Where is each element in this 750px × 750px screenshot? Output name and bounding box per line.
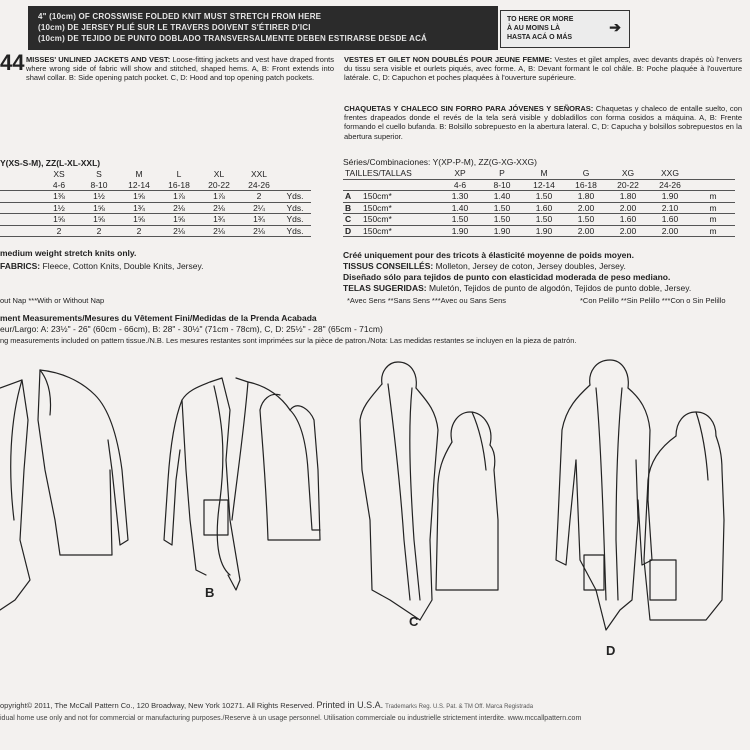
size-header: G — [565, 168, 607, 179]
table-cell: 1⅞ — [199, 191, 239, 203]
english-nap-note: out Nap ***With or Without Nap — [0, 296, 105, 305]
table-cell: Yds. — [279, 191, 311, 203]
size-header: XS — [53, 169, 65, 180]
table-cell: 1.40 — [439, 202, 481, 214]
table-cell: 2.10 — [649, 202, 691, 214]
unit: m — [691, 225, 735, 237]
size-number: 16-18 — [159, 180, 199, 191]
copyright-line: opyright© 2011, The McCall Pattern Co., 120 Broadway, New York 10271. All Rights Reserved. Printed in U.S.A. Trademarks Reg. U.S. Pat. & TM Off. Marca Registrada — [0, 700, 534, 710]
table-cell: 2⅛ — [159, 202, 199, 214]
size-number: 4-6 — [39, 180, 79, 191]
table-cell: 1¾ — [119, 202, 159, 214]
size-number: 16-18 — [565, 179, 607, 191]
table-cell: 1.90 — [481, 225, 523, 237]
table-cell: 1.50 — [481, 202, 523, 214]
pattern-number: 44 — [0, 50, 25, 75]
size-number: 4-6 — [439, 179, 481, 191]
jacket-d-drawing — [556, 360, 724, 630]
table-cell: 1⅜ — [39, 191, 79, 203]
size-header: XXG — [649, 168, 691, 179]
english-sizes-label: Y(XS-S-M), ZZ(L-XL-XXL) — [0, 158, 101, 168]
table-cell: 2 — [239, 191, 279, 203]
table-cell: 2 — [119, 225, 159, 237]
table-cell: 1.80 — [607, 191, 649, 203]
table-cell: 1.50 — [523, 191, 565, 203]
stretch-line-en: 4" (10cm) OF CROSSWISE FOLDED KNIT MUST STRETCH FROM HERE — [38, 12, 322, 21]
english-title: MISSES' UNLINED JACKETS AND VEST: — [26, 55, 171, 64]
table-cell: 2.00 — [649, 225, 691, 237]
table-cell: 1¾ — [199, 214, 239, 226]
size-header: XXL — [250, 169, 268, 180]
size-header: M — [135, 169, 143, 180]
view-letter: A — [343, 191, 361, 203]
table-cell: 1⅝ — [119, 191, 159, 203]
french-fabric-note: Créé uniquement pour des tricots à élasticité moyenne de poids moyen. — [343, 250, 634, 260]
table-cell: 1⅝ — [159, 214, 199, 226]
measurements-title: ment Measurements/Mesures du Vêtement Fini/Medidas de la Prenda Acabada — [0, 313, 317, 323]
to-here-fr: À AU MOINS LÀ — [507, 25, 561, 32]
unit: m — [691, 214, 735, 226]
fabric-width: 150cm* — [361, 225, 439, 237]
table-cell: 1.60 — [607, 214, 649, 226]
table-cell: 1.80 — [565, 191, 607, 203]
table-cell: 2¼ — [239, 202, 279, 214]
table-cell: 2.00 — [565, 202, 607, 214]
table-cell: 1.50 — [439, 214, 481, 226]
size-header: M — [523, 168, 565, 179]
jacket-a-drawing — [0, 370, 128, 610]
table-cell: 1.60 — [649, 214, 691, 226]
fabric-width: 150cm* — [361, 191, 439, 203]
size-header: XL — [213, 169, 225, 180]
size-number: 8-10 — [79, 180, 119, 191]
size-header: XP — [439, 168, 481, 179]
table-cell: Yds. — [279, 225, 311, 237]
table-cell: 1.50 — [565, 214, 607, 226]
table-cell: 2⅛ — [239, 225, 279, 237]
size-number: 8-10 — [481, 179, 523, 191]
spanish-fabrics: TELAS SUGERIDAS: Muletón, Tejidos de punto de algodón, Tejidos de punto doble, Jersey. — [343, 283, 692, 293]
to-here-es: HASTA ACÁ O MÁS — [507, 34, 573, 41]
measurements-note: ng measurements included on pattern tissue./N.B. Les mesures restantes sont imprimées sur la pièce de patron./Nota: Las medidas restantes se incluyen en la pieza de patrón. — [0, 336, 577, 345]
view-letter: D — [343, 225, 361, 237]
series-label: Séries/Combinaciones: Y(XP-P-M), ZZ(G-XG-XXG) — [343, 157, 537, 167]
size-number: 20-22 — [607, 179, 649, 191]
size-number: 20-22 — [199, 180, 239, 191]
table-cell: 1.30 — [439, 191, 481, 203]
english-fabric-note: medium weight stretch knits only. — [0, 248, 137, 258]
measurements-line: eur/Largo: A: 23½" - 26" (60cm - 66cm), B: 28" - 30½" (71cm - 78cm), C, D: 25½" - 28" (65cm - 71cm) — [0, 324, 383, 334]
table-cell: 1⅝ — [79, 214, 119, 226]
english-body: Loose-fitting jackets and vest have draped fronts where wrong side of fabric will show and stitched, shaped hems. A, B: Front extends into shawl collar. B: Side opening patch pocket. C, D: Hood and top opening patch pockets. — [26, 55, 334, 83]
table-cell: 1.90 — [649, 191, 691, 203]
table-cell: 1½ — [79, 191, 119, 203]
vest-c-drawing — [360, 362, 498, 620]
table-cell: 2.00 — [565, 225, 607, 237]
to-here-en: TO HERE OR MORE — [507, 16, 574, 23]
table-cell: Yds. — [279, 202, 311, 214]
tailles-label: TAILLES/TALLAS — [343, 168, 439, 179]
table-cell: 2.00 — [607, 202, 649, 214]
view-label-c: C — [409, 614, 419, 629]
table-cell: 1.90 — [523, 225, 565, 237]
view-label-b: B — [205, 585, 215, 600]
table-cell: 2⅛ — [159, 225, 199, 237]
table-cell: 1.40 — [481, 191, 523, 203]
table-cell: Yds. — [279, 214, 311, 226]
table-cell: 1.90 — [439, 225, 481, 237]
table-cell: 1.50 — [523, 214, 565, 226]
table-cell: 2⅛ — [199, 225, 239, 237]
jacket-b-drawing — [164, 378, 320, 590]
size-number: 24-26 — [649, 179, 691, 191]
size-number: 24-26 — [239, 180, 279, 191]
size-header: P — [481, 168, 523, 179]
table-cell: 1⅝ — [39, 214, 79, 226]
french-nap-note: *Avec Sens **Sans Sens ***Avec ou Sans Sens — [347, 296, 506, 305]
size-number: 12-14 — [119, 180, 159, 191]
spanish-title: CHAQUETAS Y CHALECO SIN FORRO PARA JÓVENES Y SEÑORAS: — [344, 104, 594, 113]
table-cell: 1.50 — [481, 214, 523, 226]
spanish-body: Chaquetas y chaleco de entalle suelto, con frentes drapeados donde el revés de la tela será visible y dobladillos con forma cosidos a máquina. A, B: Frente formando el cuello bufanda. B: Bolsillo sobrepuesto en la abertura lateral. C, D: Capucha y bolsillos sobrepuestos en la abertura superior. — [344, 104, 743, 141]
unit: m — [691, 191, 735, 203]
spanish-nap-note: *Con Pelillo **Sin Pelillo ***Con o Sin Pelillo — [580, 296, 726, 305]
french-fabrics: TISSUS CONSEILLÉS: Molleton, Jersey de coton, Jersey doubles, Jersey. — [343, 261, 626, 271]
size-number: 12-14 — [523, 179, 565, 191]
french-body: Vestes et gilet amples, avec devants drapés où l'envers du tissu sera visible et ourlets piqués, avec forme. A, B: Devant formant le col châle. B: Poche plaquée à l'ouverture latérale. C, D: Capuchon et poches plaquées à l'ouverture supérieure. — [344, 55, 743, 83]
right-arrow-icon: ➔ — [609, 19, 621, 35]
table-cell: 1.60 — [523, 202, 565, 214]
fabric-width: 150cm* — [361, 202, 439, 214]
table-cell: 1⅝ — [79, 202, 119, 214]
spanish-fabric-note: Diseñado sólo para tejidos de punto con elasticidad moderada de peso mediano. — [343, 272, 671, 282]
size-header: S — [96, 169, 102, 180]
view-letter: C — [343, 214, 361, 226]
size-header: XG — [607, 168, 649, 179]
table-cell: 2 — [39, 225, 79, 237]
french-title: VESTES ET GILET NON DOUBLÉS POUR JEUNE FEMME: — [344, 55, 553, 64]
english-fabrics: FABRICS: Fleece, Cotton Knits, Double Knits, Jersey. — [0, 261, 204, 271]
view-label-d: D — [606, 643, 616, 658]
table-cell: 2⅛ — [199, 202, 239, 214]
fabric-width: 150cm* — [361, 214, 439, 226]
table-cell: 1½ — [39, 202, 79, 214]
table-cell: 2 — [79, 225, 119, 237]
unit: m — [691, 202, 735, 214]
table-cell: 1¾ — [239, 214, 279, 226]
stretch-line-es: (10cm) DE TEJIDO DE PUNTO DOBLADO TRANSVERSALMENTE DEBEN ESTIRARSE DESDE ACÁ — [38, 34, 428, 43]
table-cell: 1⅝ — [119, 214, 159, 226]
usage-line: idual home use only and not for commercial or manufacturing purposes./Reserve à un usage personnel. Utilisation commerciale ou industrielle strictement interdite. www.mccallpattern.com — [0, 715, 582, 722]
view-letter: B — [343, 202, 361, 214]
stretch-line-fr: (10cm) DE JERSEY PLIÉ SUR LE TRAVERS DOIVENT S'ÉTIRER D'ICI — [38, 23, 311, 32]
table-cell: 1⅞ — [159, 191, 199, 203]
size-header: L — [176, 169, 182, 180]
table-cell: 2.00 — [607, 225, 649, 237]
